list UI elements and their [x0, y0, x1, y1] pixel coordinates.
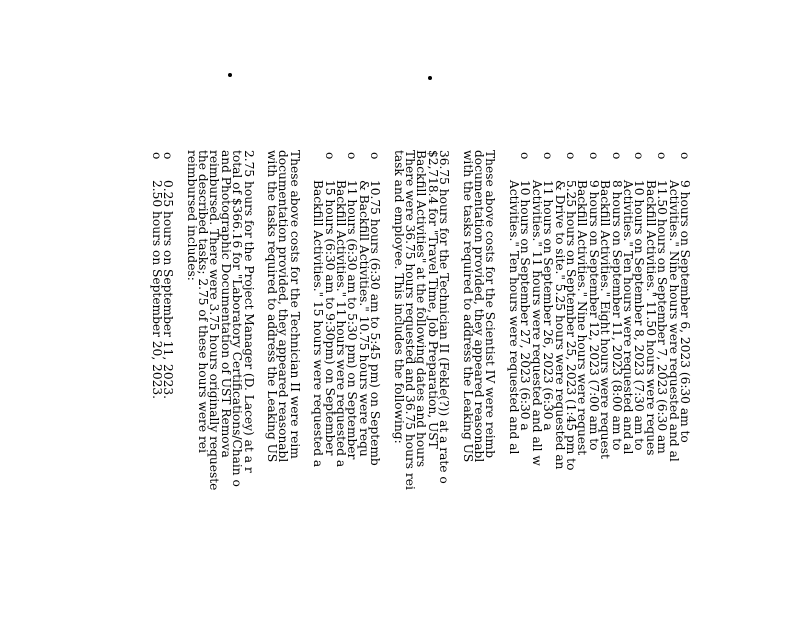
list-item — [356, 150, 383, 618]
paragraph-line: the described tasks; 2.75 of these hours were rei — [195, 150, 210, 453]
bullet-marker: o — [541, 152, 556, 160]
list-item-line: 10.75 hours (6:30 am to 5:45 pm) on Septemb — [368, 180, 383, 466]
list-item-line: 10 hours on September 8, 2023 (7:30 am to — [632, 180, 647, 451]
list-item — [149, 150, 164, 618]
paragraph-line: 36.75 hours for the Technician II (Fekle(?)) at a rate o — [437, 150, 452, 484]
bullet-marker: o — [345, 152, 360, 160]
list-item — [553, 150, 576, 618]
bullet-marker: o — [632, 152, 647, 160]
bullet-marker: o — [609, 152, 624, 160]
list-item-line: 11.50 hours on September 7, 2023 (6:30 am — [655, 180, 670, 454]
list-item — [667, 150, 690, 618]
paragraph-line: task and employee. This includes the following: — [391, 150, 406, 444]
bullet-marker: o — [563, 152, 578, 160]
list-item-line: Activities." Nine hours were requested and al — [666, 180, 681, 462]
list-item-line: 2.50 hours on September 20, 2023. — [149, 180, 164, 399]
bullet-marker: o — [586, 152, 601, 160]
list-item — [335, 150, 358, 618]
list-item-line: & Backfill Activities." 10.75 hours were requ — [356, 180, 371, 457]
scan-speck-right — [428, 76, 432, 80]
list-item-line: Activities." Ten hours were requested and al — [620, 180, 635, 455]
paragraph-line: There were 36.75 hours requested and 36.75 hours rei — [403, 150, 418, 490]
list-item — [529, 150, 556, 618]
paragraph-line: with the tasks required to address the Leaking US — [265, 150, 279, 463]
list-item-line: Backfill Activities." Nine hours were request — [575, 180, 590, 456]
bullet-marker: o — [368, 152, 383, 160]
scientist-hours-list — [508, 150, 691, 618]
list-item-line: 9 hours on September 12, 2023 (7:00 am to — [586, 180, 601, 451]
paragraph-line: 2.75 hours for the Project Manager (D. Lacey) at a r — [241, 150, 256, 473]
list-item-line: Backfill Activities." Eight hours were request — [598, 180, 613, 459]
paragraph-line: with the tasks required to address the Leaking US — [460, 150, 475, 463]
list-item — [622, 150, 645, 618]
rotated-document-text — [150, 150, 690, 618]
list-item — [643, 150, 670, 618]
paragraph-line: These above costs for the Technician II were reim — [287, 150, 302, 459]
list-item-line: 9 hours on September 6, 2023 (6:30 am to — [678, 180, 692, 443]
bullet-marker: o — [655, 152, 670, 160]
bullet-marker: o — [518, 152, 533, 160]
paragraph-line: documentation provided, they appeared reasonabl — [276, 150, 291, 463]
list-item — [599, 150, 622, 618]
paragraph-line: These above costs for the Scientist IV were reimb — [483, 150, 498, 459]
list-item-line: 0.25 hours on September 11, 2023. — [161, 180, 176, 399]
project-manager-hours-list — [149, 150, 176, 618]
list-item-line: Activities." Ten hours were requested and al — [506, 180, 521, 455]
list-item — [576, 150, 599, 618]
scientist-costs-paragraph — [460, 150, 498, 618]
project-manager-paragraph — [184, 150, 256, 618]
list-item-line: Backfill Activities." 15 hours were requested a — [311, 180, 326, 468]
technician-costs-paragraph — [266, 150, 300, 618]
list-item — [508, 150, 531, 618]
bullet-marker: o — [149, 152, 164, 160]
list-item-line: Activities." 11 hours were requested and all w — [529, 180, 544, 466]
bullet-marker: o — [678, 152, 692, 160]
list-item-line: Backfill Activities." 11 hours were requested a — [334, 180, 349, 468]
bullet-marker: o — [161, 152, 176, 160]
bullet-marker: o — [322, 152, 337, 160]
list-item-line: 11 hours (6:30 am to 5:30 pm) on September — [345, 180, 360, 460]
list-item-line: & Drive to site." 5.25 hours were requested an — [552, 180, 567, 470]
paragraph-line: Backfill Activities" at the following dates and hours — [414, 150, 429, 468]
technician-hours-list — [311, 150, 383, 618]
list-item-line: 10 hours on September 27, 2023 (6:30 a — [518, 180, 533, 431]
list-item-line: 15 hours (6:30 am to 9:30pm) on September — [322, 180, 337, 456]
paragraph-line: $2,718.4 for "Travel Time, Job Preparation, UST — [425, 150, 440, 449]
paragraph-line: and Photographic Documentation of UST Remova — [218, 150, 233, 458]
scan-speck-left — [228, 73, 232, 77]
paragraph-line: reimbursed includes: — [184, 150, 199, 281]
list-item-line: 11 hours on September 26, 2023 (6:30 a — [541, 180, 556, 431]
list-item-line: 8 hours on September 11, 2023 (8:00 am to — [609, 180, 624, 451]
paragraph-line: reimbursed. There were 3.75 hours originally requeste — [207, 150, 222, 491]
list-item — [312, 150, 335, 618]
list-item-line: Backfill Activities." 11.50 hours were reques — [643, 180, 658, 456]
paragraph-line: total of $366.16 for "Laboratory Certifications/Chain o — [230, 150, 245, 487]
technician-hours-paragraph — [391, 150, 452, 618]
paragraph-line: documentation provided, they appeared reasonabl — [472, 150, 487, 463]
list-item-line: 5.25 hours on September 25, 2023 (1:45 pm to — [563, 180, 578, 471]
